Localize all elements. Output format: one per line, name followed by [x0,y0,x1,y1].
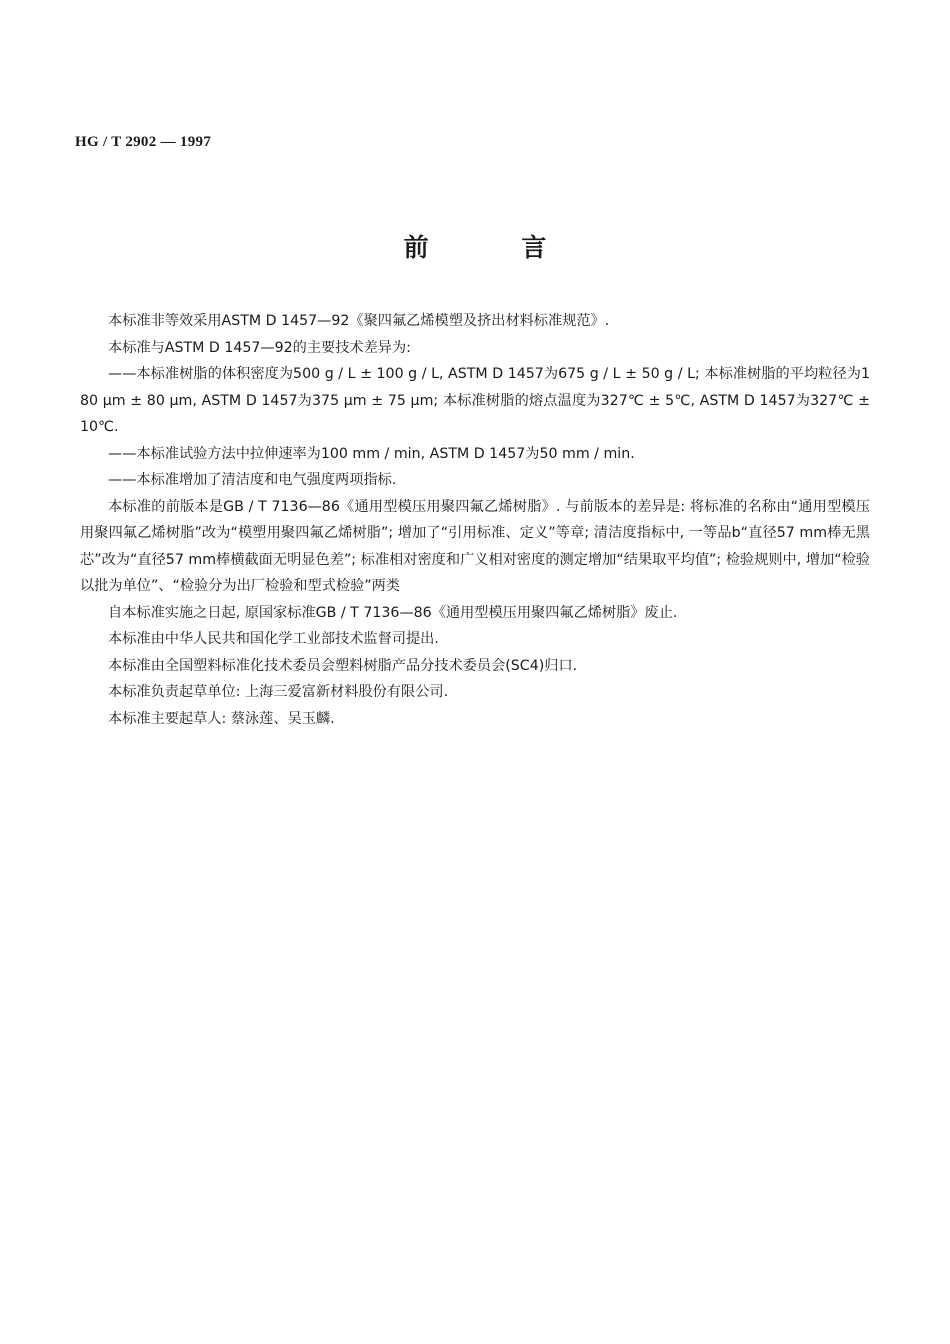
paragraph-previous-version: 本标准的前版本是GB / T 7136—86《通用型模压用聚四氟乙烯树脂》. 与前版本的差异是: 将标准的名称由“通用型模压用聚四氟乙烯树脂”改为“模塑用聚四氟乙烯树脂”; 增加了“引用标准、定义”等章; 清洁度指标中, 一等品b“直径57 mm棒无黑芯”改为“直径57 mm棒横截面无明显色差”; 标准相对密度和广义相对密度的测定增加“结果取平均值”; 检验规则中, 增加“检验以批为单位”、“检验分为出厂检验和型式检验”两类 [80,498,870,594]
paragraph-difference-tensile: ——本标准试验方法中拉伸速率为100 mm / min, ASTM D 1457为50 mm / min. [108,445,635,462]
paragraph-differences-intro: 本标准与ASTM D 1457—92的主要技术差异为: [108,339,411,356]
paragraph-drafters: 本标准主要起草人: 蔡泳莲、吴玉麟. [108,710,335,727]
paragraph-centralized-by: 本标准由全国塑料标准化技术委员会塑料树脂产品分技术委员会(SC4)归口. [108,657,578,674]
paragraph-supersedes: 自本标准实施之日起, 原国家标准GB / T 7136—86《通用型模压用聚四氟乙烯树脂》废止. [108,604,678,621]
page-title: 前 言 [403,233,589,262]
foreword-body [80,308,870,732]
paragraph-adoption: 本标准非等效采用ASTM D 1457—92《聚四氟乙烯模塑及挤出材料标准规范》. [108,313,610,329]
paragraph-proposed-by: 本标准由中华人民共和国化学工业部技术监督司提出. [108,631,439,647]
standard-code: HG / T 2902 — 1997 [75,134,212,150]
paragraph-difference-added: ——本标准增加了清洁度和电气强度两项指标. [108,472,397,488]
paragraph-difference-resin: ——本标准树脂的体积密度为500 g / L ± 100 g / L, ASTM D 1457为675 g / L ± 50 g / L; 本标准树脂的平均粒径为180 μm ± 80 μm, ASTM D 1457为375 μm ± 75 μm; 本标准树脂的熔点温度为327℃ ± 5℃, ASTM D 1457为327℃ ± 10℃. [80,366,870,435]
paragraph-drafting-unit: 本标准负责起草单位: 上海三爱富新材料股份有限公司. [108,684,449,700]
